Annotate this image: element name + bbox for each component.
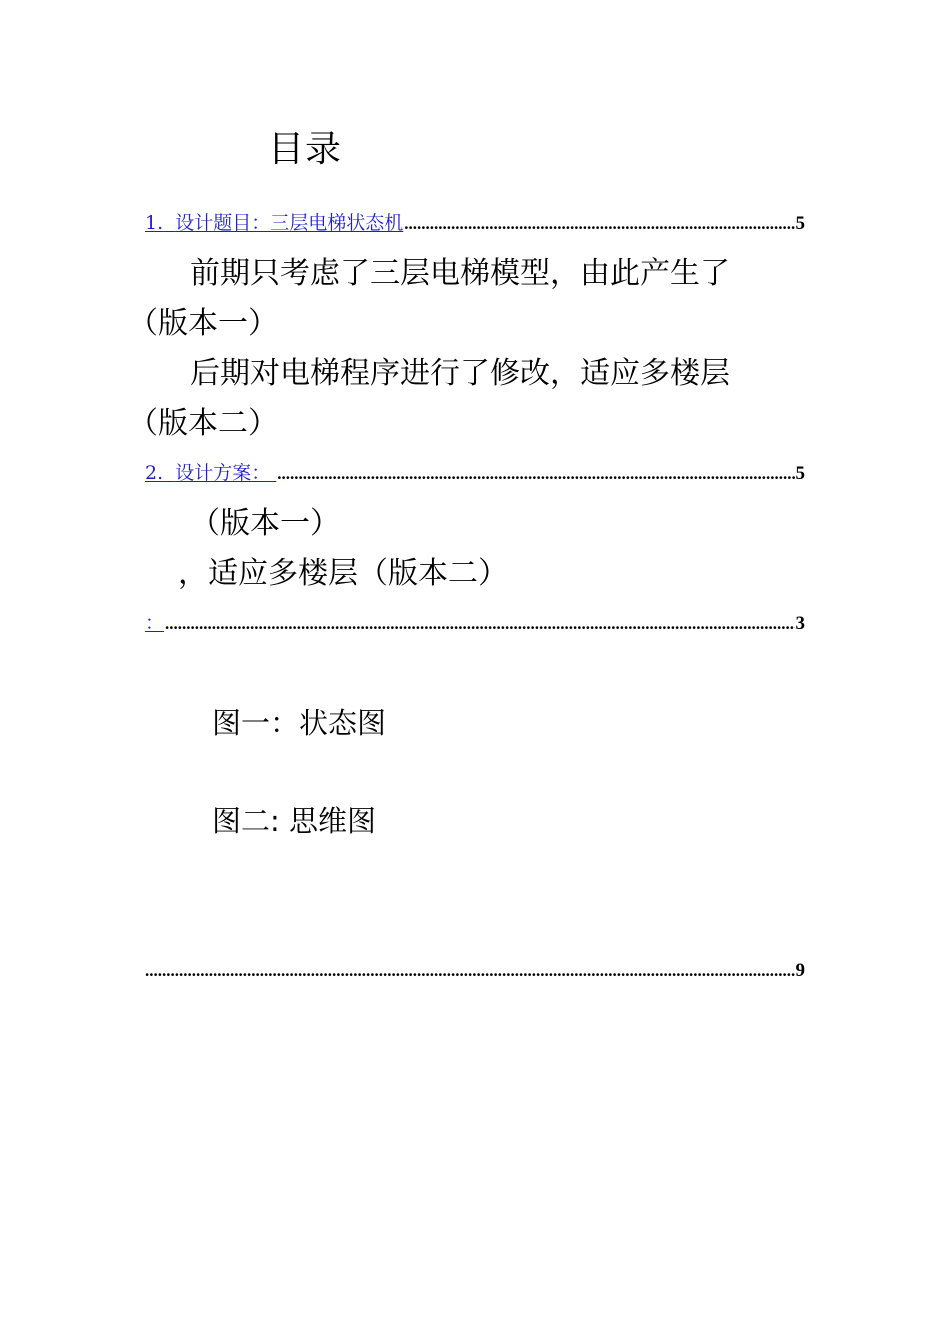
toc-entry-1[interactable] (145, 210, 805, 237)
paragraph-6: ，适应多楼层（版本二） (178, 556, 508, 591)
figure-caption-1: 图一：状态图 (212, 706, 387, 740)
paragraph-5: （版本一） (190, 506, 340, 541)
toc-leader-2 (277, 461, 794, 487)
paragraph-2: （版本一） (128, 306, 278, 341)
toc-leader-3 (165, 611, 794, 637)
toc-leader-4 (145, 958, 795, 984)
toc-number-1: 1. (145, 212, 164, 234)
figure-caption-2: 图二: 思维图 (212, 804, 376, 838)
toc-label-3: ： (145, 612, 165, 634)
toc-page-3: 3 (795, 613, 805, 634)
toc-title: 目录 (268, 129, 343, 170)
toc-number-2: 2. (145, 462, 164, 484)
paragraph-3: 后期对电梯程序进行了修改，适应多楼层 (190, 356, 730, 391)
paragraph-1: 前期只考虑了三层电梯模型，由此产生了 (190, 256, 730, 291)
toc-page-2: 5 (795, 463, 805, 484)
toc-entry-4[interactable] (145, 958, 805, 984)
toc-label-1: 设计题目：三层电梯状态机 (175, 212, 404, 234)
toc-link-3[interactable] (145, 610, 164, 636)
toc-link-1[interactable] (145, 210, 403, 236)
toc-leader-1 (404, 211, 794, 237)
toc-page-1: 5 (795, 213, 805, 234)
toc-label-2: 设计方案： (175, 462, 271, 484)
toc-entry-3[interactable] (145, 610, 805, 637)
toc-page-4: 9 (795, 960, 805, 981)
toc-entry-2[interactable] (145, 460, 805, 487)
toc-link-2[interactable] (145, 460, 276, 486)
paragraph-4: （版本二） (128, 406, 278, 441)
